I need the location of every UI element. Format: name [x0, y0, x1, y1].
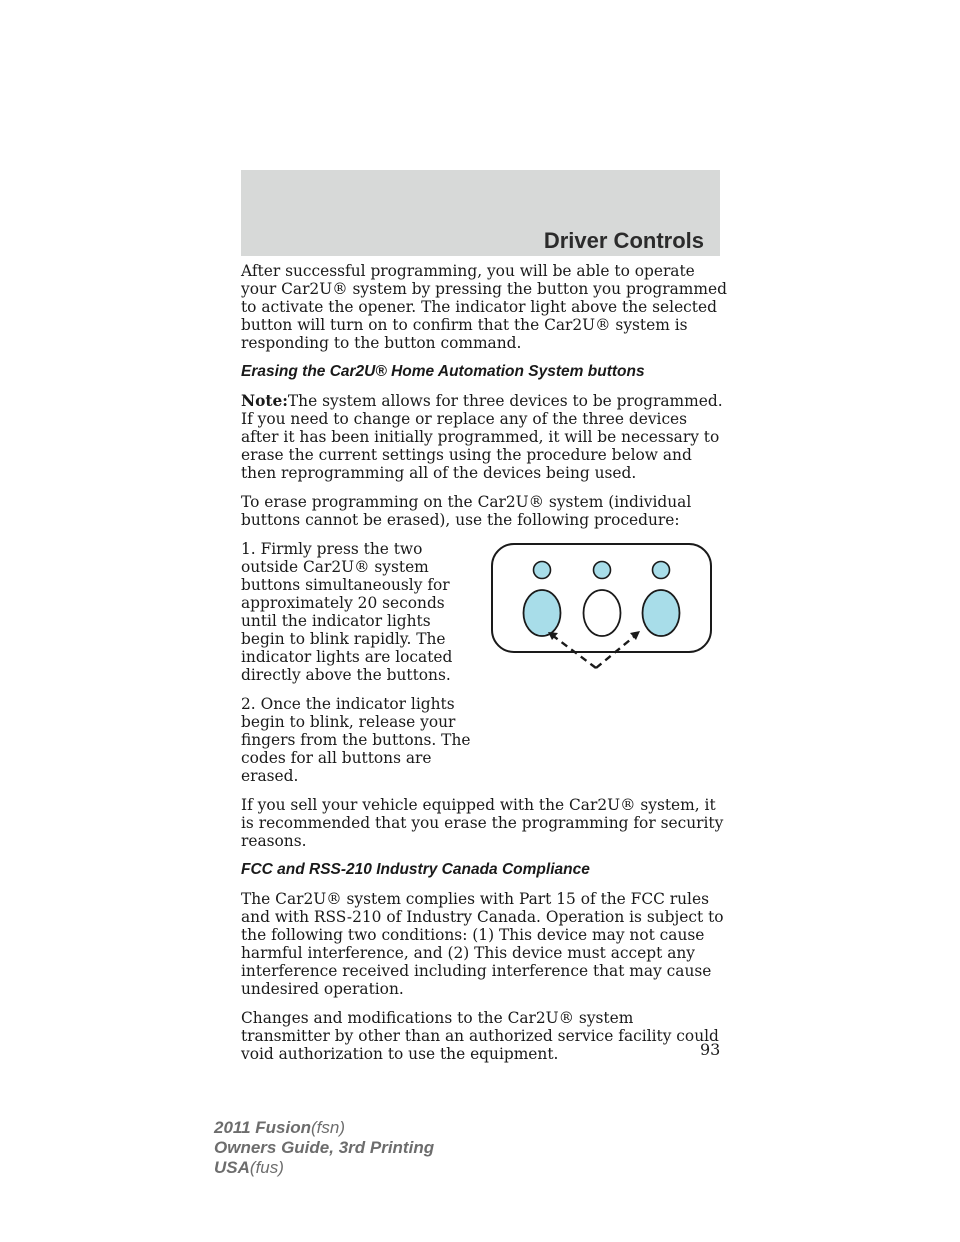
header-band [241, 170, 720, 256]
erase-steps [241, 540, 727, 785]
footer-model-code: (fsn) [311, 1118, 345, 1137]
button-left [524, 590, 561, 636]
footer [214, 1118, 434, 1178]
button-right [643, 590, 680, 636]
section-title: Driver Controls [543, 228, 704, 253]
indicator-light-right [653, 562, 670, 579]
page-content [241, 262, 727, 1074]
heading-erasing-buttons: Erasing the Car2U® Home Automation System buttons [241, 363, 645, 380]
paragraph-after-programming: After successful programming, you will be able to operate your Car2U® system by pressing the button you programmed to activate the opener. The indicator light above the selected button will turn on to confirm that the Car2U® system is responding to the button command. [241, 262, 727, 352]
heading-fcc-compliance: FCC and RSS-210 Industry Canada Compliance [241, 861, 590, 878]
paragraph-sell-vehicle: If you sell your vehicle equipped with the Car2U® system, it is recommended that you erase the programming for security reasons. [241, 796, 724, 850]
step-2: 2. Once the indicator lights begin to blink, release your fingers from the buttons. The codes for all buttons are erased. [241, 695, 471, 785]
page-number: 93 [700, 1040, 721, 1059]
footer-model: 2011 Fusion [214, 1118, 311, 1137]
car2u-buttons-diagram [488, 541, 713, 676]
paragraph-fcc: The Car2U® system complies with Part 15 of the FCC rules and with RSS-210 of Industry Canada. Operation is subject to the following two conditions: (1) This device may not cause harmful interference, and (2) This device must accept any interference received including interference that may cause undesired operation. [241, 890, 724, 998]
note-paragraph [241, 392, 727, 482]
footer-line-2 [214, 1138, 434, 1158]
note-text: The system allows for three devices to be programmed. If you need to change or replace any of the three devices after it has been initially programmed, it will be necessary to erase the current settings using the procedure below and then reprogramming all of the devices being used. [241, 392, 723, 482]
indicator-light-center [594, 562, 611, 579]
step-1: 1. Firmly press the two outside Car2U® system buttons simultaneously for approximately 20 seconds until the indicator lights begin to blink rapidly. The indicator lights are located directly above the buttons. [241, 540, 453, 684]
paragraph-erase-intro: To erase programming on the Car2U® system (individual buttons cannot be erased), use the following procedure: [241, 493, 692, 529]
footer-market-code: (fus) [249, 1158, 284, 1177]
footer-line-1 [214, 1118, 434, 1138]
note-label: Note: [241, 392, 288, 410]
button-center [584, 590, 621, 636]
footer-market: USA [214, 1158, 250, 1177]
indicator-light-left [534, 562, 551, 579]
paragraph-changes: Changes and modifications to the Car2U® system transmitter by other than an authorized service facility could void authorization to use the equipment. [241, 1009, 719, 1063]
footer-guide-printing: Owners Guide, 3rd Printing [214, 1138, 435, 1157]
footer-line-3 [214, 1158, 434, 1178]
